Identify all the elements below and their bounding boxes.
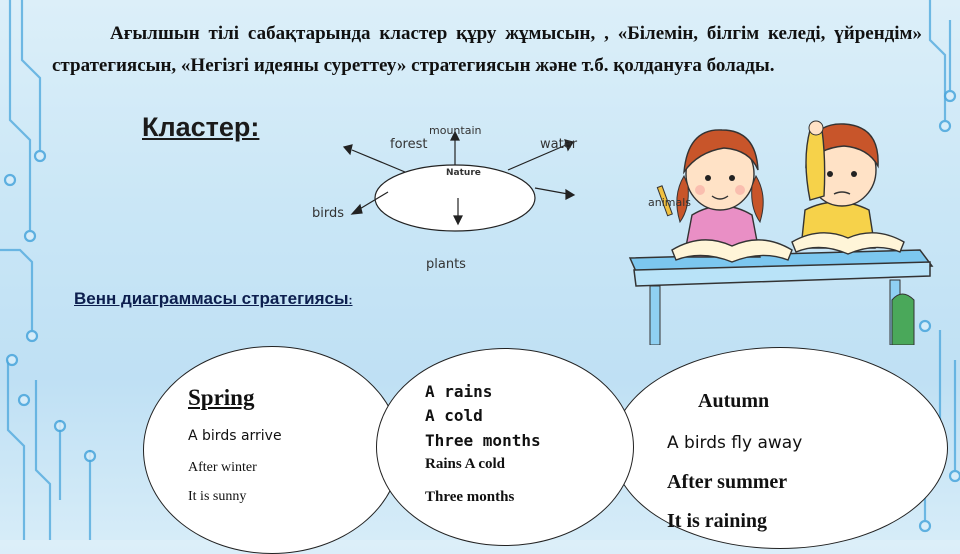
venn-middle-line1: A rains [425, 382, 493, 401]
cluster-item-animals: animals [648, 196, 692, 209]
venn-heading-colon: : [348, 293, 353, 307]
cluster-item-plants: plants [426, 257, 466, 272]
venn-right-title: Autumn [698, 390, 770, 412]
venn-right-line1: A birds fly away [667, 433, 803, 453]
arrow-forest [352, 150, 405, 172]
venn-left-line3: It is sunny [188, 489, 247, 504]
cluster-item-mountain: mountain [429, 124, 482, 137]
venn-middle-line2: A cold [425, 406, 483, 425]
venn-heading [74, 289, 353, 309]
cluster-item-birds: birds [312, 206, 345, 221]
venn-left-line2: After winter [188, 460, 257, 475]
venn-heading-text: Венн диаграммасы стратегиясы [74, 289, 349, 308]
venn-ellipse-left [143, 346, 401, 554]
children-illustration [620, 100, 940, 345]
venn-right-line3: It is raining [667, 510, 768, 532]
venn-left-line1: A birds arrive [188, 428, 282, 444]
cluster-diagram [330, 120, 630, 280]
arrow-animals [535, 188, 568, 194]
venn-right-line2: After summer [667, 471, 788, 493]
intro-paragraph: Ағылшын тілі сабақтарында кластер құру жұмысын, , «Білемін, білгім келеді, үйрендім» стратегиясын, «Негізгі идеяны суреттеу» стратегиясын және т.б. қолдануға болады. [52, 23, 922, 76]
cluster-title: Кластер: [142, 112, 260, 142]
cluster-item-forest: forest [390, 137, 428, 152]
venn-middle-line3: Three months [425, 431, 541, 450]
cluster-center-label: Nature [446, 168, 481, 178]
venn-left-title: Spring [188, 385, 255, 410]
cluster-item-water: water [540, 137, 578, 152]
venn-middle-line5: Three months [425, 489, 515, 505]
venn-middle-line4: Rains A cold [425, 456, 506, 472]
